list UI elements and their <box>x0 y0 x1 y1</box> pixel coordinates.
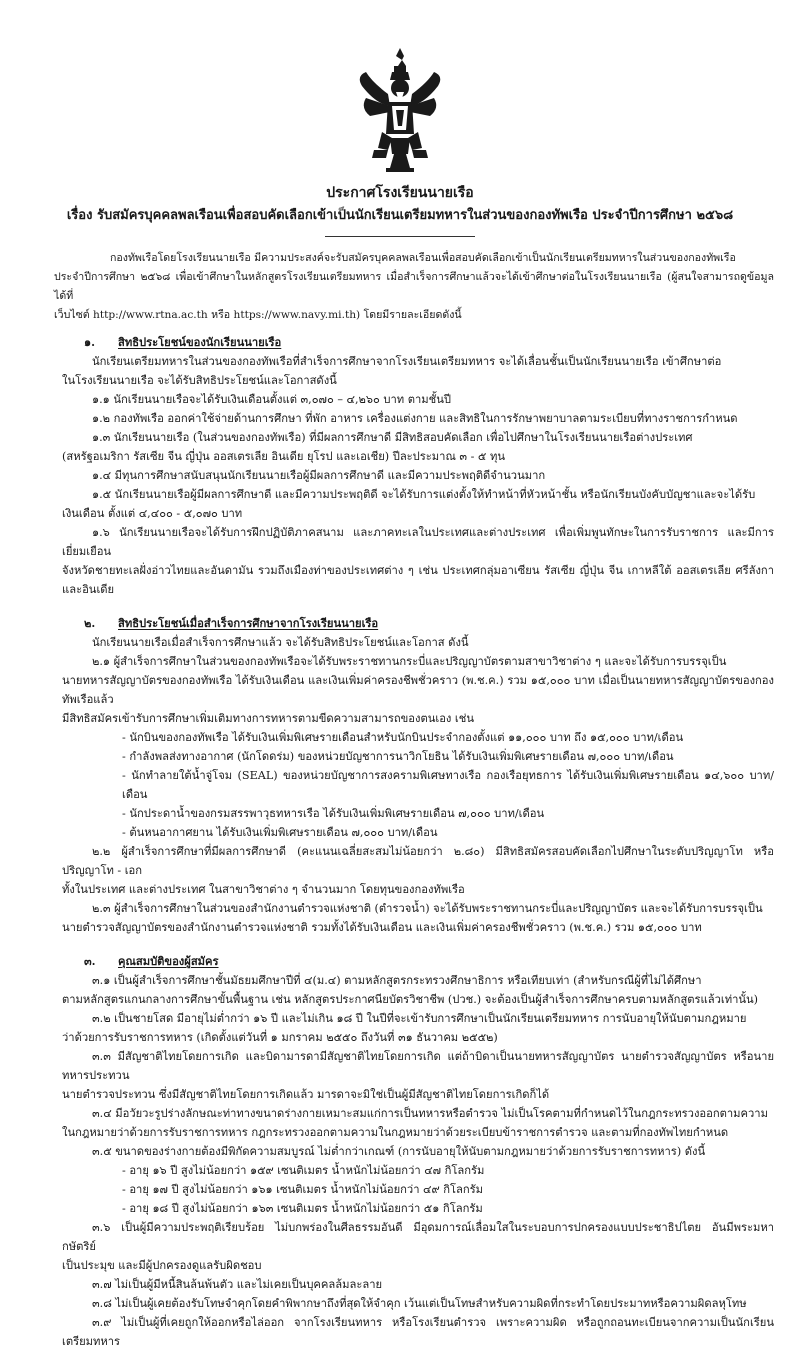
announcement-subject: เรื่อง รับสมัครบุคคลพลเรือนเพื่อสอบคัดเลือกเข้าเป็นนักเรียนเตรียมทหารในส่วนของกองทัพเรือ ประจำปีการศึกษา ๒๕๖๘ <box>66 208 734 223</box>
section-2-line: ทั้งในประเทศ และต่างประเทศ ในสาขาวิชาต่าง ๆ จำนวนมาก โดยทุนของกองทัพเรือ <box>62 883 465 896</box>
section-1-line: ๑.๕ นักเรียนนายเรือผู้มีผลการศึกษาดี และมีความประพฤติดี จะได้รับการแต่งตั้งให้ทำหน้าที่หัวหน้าชั้น หรือนักเรียนบังคับบัญชาและจะได้รับ <box>92 488 756 501</box>
section-2-line: มีสิทธิสมัครเข้ารับการศึกษาเพิ่มเติมทางการทหารตามขีดความสามารถของตนเอง เช่น <box>62 712 474 725</box>
section-1-line: เงินเดือน ตั้งแต่ ๔,๔๐๐ - ๕,๐๗๐ บาท <box>62 507 243 520</box>
section-2-line: ๒.๓ ผู้สำเร็จการศึกษาในส่วนของสำนักงานตำรวจแห่งชาติ (ตำรวจน้ำ) จะได้รับพระราชทานกระบี่และปริญญาบัตร และจะได้รับการบรรจุเป็น <box>92 902 763 915</box>
section-1-heading: ๑. สิทธิประโยชน์ของนักเรียนนายเรือ <box>84 335 282 349</box>
intro-line: เว็บไซต์ http://www.rtna.ac.th หรือ https://www.navy.mi.th) โดยมีรายละเอียดดังนี้ <box>54 309 462 321</box>
section-3-list-item: - อายุ ๑๖ ปี สูงไม่น้อยกว่า ๑๕๙ เซนติเมตร น้ำหนักไม่น้อยกว่า ๔๗ กิโลกรัม <box>122 1164 485 1177</box>
section-3-line: ๓.๓ มีสัญชาติไทยโดยการเกิด และบิดามารดามีสัญชาติไทยโดยการเกิด แต่ถ้าบิดาเป็นนายทหารสัญญาบัตร นายตำรวจสัญญาบัตร หรือนายทหารประทวน <box>62 1050 774 1082</box>
section-2-list-item: - กำลังพลส่งทางอากาศ (นักโดดร่ม) ของหน่วยบัญชาการนาวิกโยธิน ได้รับเงินเพิ่มพิเศษรายเดือน ๗,๐๐๐ บาท/เดือน <box>122 750 674 763</box>
section-1-line: ๑.๑ นักเรียนนายเรือจะได้รับเงินเดือนตั้งแต่ ๓,๐๗๐ – ๔,๒๖๐ บาท ตามชั้นปี <box>92 393 451 406</box>
section-2-line: ๒.๒ ผู้สำเร็จการศึกษาที่มีผลการศึกษาดี (คะแนนเฉลี่ยสะสมไม่น้อยกว่า ๒.๘๐) มีสิทธิสมัครสอบคัดเลือกไปศึกษาในระดับปริญญาโท หรือปริญญาโท - เอก <box>62 845 774 877</box>
section-2-line: ๒.๑ ผู้สำเร็จการศึกษาในส่วนของกองทัพเรือจะได้รับพระราชทานกระบี่และปริญญาบัตรตามสาขาวิชาต่าง ๆ และจะได้รับการบรรจุเป็น <box>92 655 727 668</box>
section-3-line: ๓.๘ ไม่เป็นผู้เคยต้องรับโทษจำคุกโดยคำพิพากษาถึงที่สุดให้จำคุก เว้นแต่เป็นโทษสำหรับความผิดที่กระทำโดยประมาทหรือความผิดลหุโทษ <box>92 1297 747 1310</box>
section-3-line: ในกฎหมายว่าด้วยการรับราชการทหาร กฎกระทรวงออกตามความในกฎหมายว่าด้วยระเบียบข้าราชการตำรวจ และตามที่กองทัพไทยกำหนด <box>62 1126 729 1139</box>
announcement-body <box>54 249 774 1351</box>
section-3-line: ๓.๕ ขนาดของร่างกายต้องมีพิกัดความสมบูรณ์ ไม่ต่ำกว่าเกณฑ์ (การนับอายุให้นับตามกฎหมายว่าด้วยการรับราชการทหาร) ดังนี้ <box>92 1145 706 1158</box>
section-3-line: ว่าด้วยการรับราชการทหาร (เกิดตั้งแต่วันที่ ๑ มกราคม ๒๕๕๐ ถึงวันที่ ๓๑ ธันวาคม ๒๕๕๒) <box>62 1031 498 1044</box>
section-3-line: ตามหลักสูตรแกนกลางการศึกษาขั้นพื้นฐาน เช่น หลักสูตรประกาศนียบัตรวิชาชีพ (ปวช.) จะต้องเป็นผู้สำเร็จการศึกษาครบตามหลักสูตรแล้วเท่านั้น) <box>62 993 759 1006</box>
section-3-line: ๓.๔ มีอวัยวะรูปร่างลักษณะท่าทางขนาดร่างกายเหมาะสมแก่การเป็นทหารหรือตำรวจ ไม่เป็นโรคตามที่กำหนดไว้ในกฎกระทรวงออกตามความ <box>92 1107 768 1120</box>
section-1-line: จังหวัดชายทะเลฝั่งอ่าวไทยและอันดามัน รวมถึงเมืองท่าของประเทศต่าง ๆ เช่น ประเทศกลุ่มอาเซียน รัสเซีย ญี่ปุ่น จีน เกาหลีใต้ ออสเตรเลีย ศรีลังกา และอินเดีย <box>62 564 774 596</box>
section-2-list-item: - ต้นหนอากาศยาน ได้รับเงินเพิ่มพิเศษรายเดือน ๗,๐๐๐ บาท/เดือน <box>122 826 438 839</box>
section-3-line: ๓.๗ ไม่เป็นผู้มีหนี้สินล้นพ้นตัว และไม่เคยเป็นบุคคลล้มละลาย <box>92 1278 383 1291</box>
section-1-line: (สหรัฐอเมริกา รัสเซีย จีน ญี่ปุ่น ออสเตรเลีย อินเดีย ยุโรป และเอเชีย) ปีละประมาณ ๓ - ๕ ทุน <box>62 450 505 463</box>
section-2-line: นายตำรวจสัญญาบัตรของสำนักงานตำรวจแห่งชาติ รวมทั้งได้รับเงินเดือน และเงินเพิ่มค่าครองชีพชั่วคราว (พ.ช.ค.) รวม ๑๕,๐๐๐ บาท <box>62 921 702 934</box>
section-1-line: ๑.๓ นักเรียนนายเรือ (ในส่วนของกองทัพเรือ) ที่มีผลการศึกษาดี มีสิทธิสอบคัดเลือก เพื่อไปศึกษาในโรงเรียนนายเรือต่างประเทศ <box>92 431 693 444</box>
section-2-line: นักเรียนนายเรือเมื่อสำเร็จการศึกษาแล้ว จะได้รับสิทธิประโยชน์และโอกาส ดังนี้ <box>92 636 469 649</box>
section-3-line: ๓.๙ ไม่เป็นผู้ที่เคยถูกให้ออกหรือไล่ออก จากโรงเรียนทหาร หรือโรงเรียนตำรวจ เพราะความผิด หรือถูกถอนทะเบียนจากความเป็นนักเรียนเตรียมทหาร <box>62 1316 774 1348</box>
section-1-line: ๑.๖ นักเรียนนายเรือจะได้รับการฝึกปฏิบัติภาคสนาม และภาคทะเลในประเทศและต่างประเทศ เพื่อเพิ่มพูนทักษะในการรับราชการ และมีการเยี่ยมเยือน <box>62 526 774 558</box>
section-1-line: ๑.๔ มีทุนการศึกษาสนับสนุนนักเรียนนายเรือผู้มีผลการศึกษาดี และมีความประพฤติดีจำนวนมาก <box>92 469 546 482</box>
section-2-heading: ๒. สิทธิประโยชน์เมื่อสำเร็จการศึกษาจากโรงเรียนนายเรือ <box>84 616 379 630</box>
section-3-heading: ๓. คุณสมบัติของผู้สมัคร <box>84 954 219 968</box>
section-1-line: ในโรงเรียนนายเรือ จะได้รับสิทธิประโยชน์และโอกาสดังนี้ <box>62 374 337 387</box>
section-2-list-item: - นักประดาน้ำของกรมสรรพาวุธทหารเรือ ได้รับเงินเพิ่มพิเศษรายเดือน ๗,๐๐๐ บาท/เดือน <box>122 807 545 820</box>
title-divider <box>325 236 475 237</box>
section-3-line: ๓.๑ เป็นผู้สำเร็จการศึกษาชั้นมัธยมศึกษาปีที่ ๔(ม.๔) ตามหลักสูตรกระทรวงศึกษาธิการ หรือเทียบเท่า (สำหรับกรณีผู้ที่ไม่ได้ศึกษา <box>92 974 702 987</box>
section-3-line: เป็นประมุข และมีผู้ปกครองดูแลรับผิดชอบ <box>62 1259 262 1272</box>
section-3-list-item: - อายุ ๑๗ ปี สูงไม่น้อยกว่า ๑๖๑ เซนติเมตร น้ำหนักไม่น้อยกว่า ๔๙ กิโลกรัม <box>122 1183 484 1196</box>
section-3-line: ๓.๖ เป็นผู้มีความประพฤติเรียบร้อย ไม่บกพร่องในศีลธรรมอันดี มีอุดมการณ์เลื่อมใสในระบอบการปกครองแบบประชาธิปไตย อันมีพระมหากษัตริย์ <box>62 1221 774 1253</box>
section-2-list-item: - นักบินของกองทัพเรือ ได้รับเงินเพิ่มพิเศษรายเดือนสำหรับนักบินประจำกองตั้งแต่ ๑๑,๐๐๐ บาท ถึง ๑๕,๐๐๐ บาท/เดือน <box>122 731 684 744</box>
announcement-title: ประกาศโรงเรียนนายเรือ <box>326 185 474 201</box>
section-3-list-item: - อายุ ๑๘ ปี สูงไม่น้อยกว่า ๑๖๓ เซนติเมตร น้ำหนักไม่น้อยกว่า ๕๑ กิโลกรัม <box>122 1202 483 1215</box>
section-2-line: นายทหารสัญญาบัตรของกองทัพเรือ ได้รับเงินเดือน และเงินเพิ่มค่าครองชีพชั่วคราว (พ.ช.ค.) รวม ๑๕,๐๐๐ บาท เมื่อเป็นนายทหารสัญญาบัตรของกองทัพเรือแล้ว <box>62 674 774 706</box>
section-2-list-item: - นักทำลายใต้น้ำจู่โจม (SEAL) ของหน่วยบัญชาการสงครามพิเศษทางเรือ กองเรือยุทธการ ได้รับเงินเพิ่มพิเศษรายเดือน ๑๔,๖๐๐ บาท/เดือน <box>122 769 774 801</box>
section-1-line: ๑.๒ กองทัพเรือ ออกค่าใช้จ่ายด้านการศึกษา ที่พัก อาหาร เครื่องแต่งกาย และสิทธิในการรักษาพยาบาลตามระเบียบที่ทางราชการกำหนด <box>92 412 738 425</box>
section-1-line: นักเรียนเตรียมทหารในส่วนของกองทัพเรือที่สำเร็จการศึกษาจากโรงเรียนเตรียมทหาร จะได้เลื่อนชั้นเป็นนักเรียนนายเรือ เข้าศึกษาต่อ <box>92 355 722 368</box>
garuda-emblem-icon <box>352 46 448 174</box>
intro-line: กองทัพเรือโดยโรงเรียนนายเรือ มีความประสงค์จะรับสมัครบุคคลพลเรือนเพื่อสอบคัดเลือกเข้าเป็นนักเรียนเตรียมทหารในส่วนของกองทัพเรือ <box>110 252 736 264</box>
intro-line: ประจำปีการศึกษา ๒๕๖๘ เพื่อเข้าศึกษาในหลักสูตรโรงเรียนเตรียมทหาร เมื่อสำเร็จการศึกษาแล้วจะได้เข้าศึกษาต่อในโรงเรียนนายเรือ (ผู้สนใจสามารถดูข้อมูลได้ที่ <box>54 271 774 302</box>
section-3-line: นายตำรวจประทวน ซึ่งมีสัญชาติไทยโดยการเกิดแล้ว มารดาจะมิใช่เป็นผู้มีสัญชาติไทยโดยการเกิดก็ได้ <box>62 1088 550 1101</box>
section-3-line: ๓.๒ เป็นชายโสด มีอายุไม่ต่ำกว่า ๑๖ ปี และไม่เกิน ๑๘ ปี ในปีที่จะเข้ารับการศึกษาเป็นนักเรียนเตรียมทหาร การนับอายุให้นับตามกฎหมาย <box>92 1012 747 1025</box>
